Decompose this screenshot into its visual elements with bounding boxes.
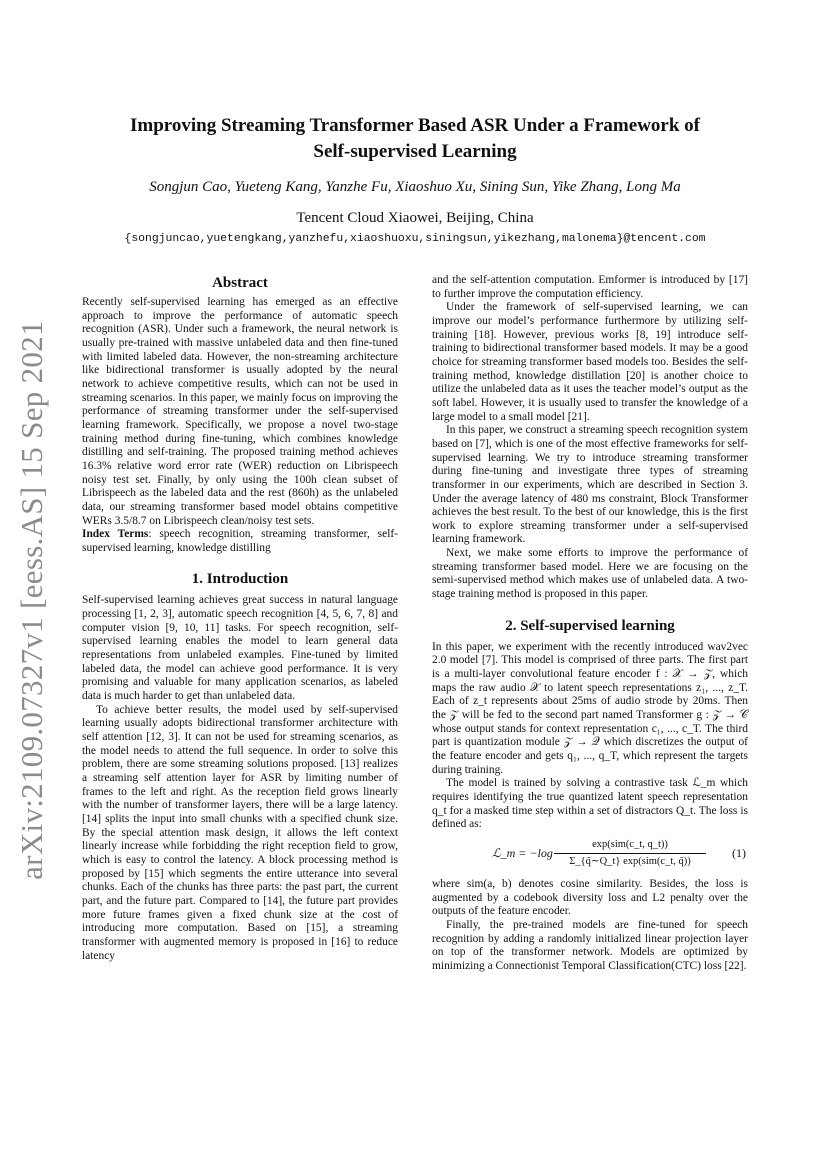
equation-number: (1) — [732, 845, 746, 860]
equation-numerator: exp(sim(c_t, q_t)) — [554, 838, 706, 854]
arxiv-identifier-text: arXiv:2109.07327v1 [eess.AS] 15 Sep 2021 — [14, 320, 49, 880]
author-emails: {songjuncao,yuetengkang,yanzhefu,xiaoshuoxu,siningsun,yikezhang,malonema}@tencent.com — [124, 233, 706, 245]
intro-paragraph-5: In this paper, we construct a streaming speech recognition system based on [7], which is one of the most effective frameworks for self-supervised learning. We try to introduce streaming transformer during fine-tuning and investigate three types of streaming transformer in our experiments, which are described in Section 3. Under the average latency of 480 ms constraint, Block Transformer achieves the best result. To the best of our knowledge, this is the first work to explore streaming transformer under a self-supervised learning framework. — [432, 424, 748, 546]
paper-title — [90, 113, 740, 165]
author-list: Songjun Cao, Yueteng Kang, Yanzhe Fu, Xiaoshuo Xu, Sining Sun, Yike Zhang, Long Ma — [149, 179, 681, 195]
title-line-2: Self-supervised Learning — [313, 141, 517, 162]
title-line-1: Improving Streaming Transformer Based ASR Under a Framework of — [130, 115, 700, 136]
ssl-heading: 2. Self-supervised learning — [505, 617, 675, 634]
ssl-paragraph-4: Finally, the pre-trained models are fine-tuned for speech recognition by adding a randomly initialized linear projection layer on top of the transformer network. Models are optimized by minimizing a Connectionist Temporal Classification(CTC) loss [22]. — [432, 918, 748, 972]
equation-denominator: Σ_{q̃∼Q_t} exp(sim(c_t, q̃)) — [569, 855, 691, 867]
loss-equation — [432, 838, 748, 872]
index-terms — [82, 528, 398, 555]
ssl-paragraph-1: In this paper, we experiment with the recently introduced wav2vec 2.0 model [7]. This model is comprised of three parts. The first part is a multi-layer convolutional feature encoder f : 𝒳 → 𝒵, which maps the raw audio 𝒳 to latent speech representations z₁, ..., z_T. Each of z_t represents about 25ms of audio strode by 20ms. Then the 𝒵 will be fed to the second part named Transformer g : 𝒵 → 𝒞 whose output stands for context representation c₁, ..., c_T. The third part is quantization module 𝒵 → 𝒬 which discretizes the output of the feature encoder and gets q₁, ..., q_T, which represent the targets during training. — [432, 640, 748, 776]
equation-lhs: ℒ_m = −log — [492, 845, 553, 860]
intro-paragraph-3: and the self-attention computation. Emformer is introduced by [17] to further improve the computation efficiency. — [432, 274, 748, 300]
ssl-paragraph-2: The model is trained by solving a contrastive task ℒ_m which requires identifying the true quantized latent speech representation q_t for a masked time step within a set of distractors Q_t. The loss is defined as: — [432, 777, 748, 831]
abstract-text: Recently self-supervised learning has emerged as an effective approach to improve the performance of automatic speech recognition (ASR). Under such a framework, the neural network is usually pre-trained with massive unlabeled data and then fine-tuned with limited labeled data. However, the non-streaming architecture like bidirectional transformer is usually adopted by the neural network to achieve competitive results, which can not be used in streaming scenarios. In this paper, we mainly focus on improving the performance of streaming transformer under the self-supervised learning framework. Specifically, we propose a novel two-stage training method during fine-tuning, which combines knowledge distilling and self-training. The proposed training method achieves 16.3% relative word error rate (WER) reduction on Librispeech noisy test set. Finally, by only using the 100h clean subset of Librispeech as the labeled data and the rest (860h) as the unlabeled data, our streaming transformer based model obtains competitive WERs 3.5/8.7 on Librispeech clean/noisy test sets. — [82, 296, 398, 527]
right-column — [432, 274, 748, 974]
intro-paragraph-6: Next, we make some efforts to improve the performance of streaming transformer based model. Here we are focusing on the semi-supervised method which makes use of unlabeled data. A two-stage training method is proposed in this paper. — [432, 547, 748, 601]
introduction-heading: 1. Introduction — [191, 571, 289, 588]
equation-fraction — [554, 838, 706, 868]
arxiv-identifier — [4, 320, 60, 880]
index-terms-text: : speech recognition, streaming transformer, self-supervised learning, knowledge distilling — [82, 528, 398, 554]
intro-paragraph-2: To achieve better results, the model used by self-supervised learning usually adopts bidirectional transformer architecture with self attention [12, 3]. It can not be used for streaming scenarios, as the model needs to attend the full sequence. In order to solve this problem, there are some streaming solutions proposed. [13] realizes a streaming self attention layer for ASR by limiting number of frames to the left and right. As the reception field grows linearly with the number of transformer layers, there will be a large latency. [14] splits the input into small chunks with a specified chunk size. By the special attention mask design, it allows the left context linearly increase while forbidding the right reception field to grow, which is easy to control the latency. A block processing method is proposed by [15] which segments the entire utterance into several chunks. Each of the chunks has three parts: the past part, the current part, and the future part. Compared to [14], the future part provides more future frames given a fixed chunk size at the cost of introducing more computation. Based on [15], a streaming transformer with augmented memory is proposed in [16] to reduce latency — [82, 703, 398, 962]
index-terms-label: Index Terms — [82, 528, 149, 541]
intro-paragraph-4: Under the framework of self-supervised learning, we can improve our model’s performance furthermore by utilizing self-training [18]. However, previous works [8, 19] introduce self-training to bidirectional transformer based models. It may be a good choice for streaming transformer based models too. Besides the self-training method, knowledge distillation [20] is another choice to utilize the unlabeled data as it uses the teacher model’s output as the soft label. However, it is usually used to transfer the knowledge of a large model to a small model [21]. — [432, 301, 748, 423]
intro-paragraph-1: Self-supervised learning achieves great success in natural language processing [1, 2, 3], automatic speech recognition [4, 5, 6, 7, 8] and computer vision [9, 10, 11] tasks. For speech recognition, self-supervised learning enables the model to learn general data representations from unlabeled examples. Fine-tuned by limited labeled data, the model can achieve good performance. It is very promising and valuable for many application scenarios, as labeled data is much harder to get than unlabeled data. — [82, 594, 398, 703]
affiliation: Tencent Cloud Xiaowei, Beijing, China — [296, 210, 534, 226]
ssl-paragraph-3: where sim(a, b) denotes cosine similarity. Besides, the loss is augmented by a codebook diversity loss and L2 penalty over the outputs of the feature encoder. — [432, 877, 748, 918]
left-column — [82, 274, 398, 963]
abstract-heading: Abstract — [212, 275, 268, 291]
